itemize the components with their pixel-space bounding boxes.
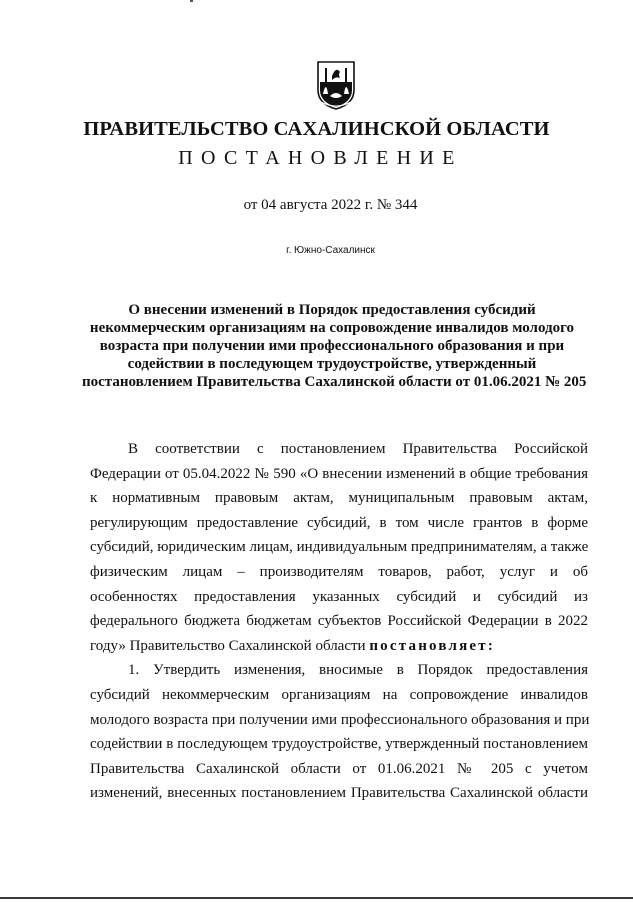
scan-artifact — [190, 0, 193, 2]
preamble-line: субсидий, юридическим лицам, индивидуальным предпринимателям, а также — [90, 539, 589, 556]
subject-line: О внесении изменений в Порядок предоставления субсидий — [128, 302, 536, 318]
subject-line: содействии в последующем трудоустройстве, утвержденный — [127, 356, 537, 372]
preamble-line: Федерации от 05.04.2022 № 590 «О внесении изменений в общие требования — [90, 465, 588, 482]
item-1-line: субсидий некоммерческим организациям на сопровождение инвалидов — [90, 686, 588, 703]
document-subject — [82, 301, 587, 391]
preamble-line: особенностях предоставления указанных субсидий и субсидий из — [90, 588, 588, 605]
document-city: г. Южно-Сахалинск — [286, 245, 375, 256]
decree-word: постановляет: — [369, 637, 496, 654]
preamble-line: физическим лицам – производителям товаров, работ, услуг и об — [90, 563, 588, 580]
page-bottom-edge — [0, 897, 633, 899]
sakhalin-coat-of-arms-icon — [316, 60, 356, 110]
preamble-line: федерального бюджета бюджетам субъектов Российской Федерации в 2022 — [90, 613, 588, 630]
document-body — [90, 437, 588, 806]
subject-line: возраста при получении ими профессионального образования и при — [99, 338, 565, 354]
subject-line: постановлением Правительства Сахалинской области от 01.06.2021 № 205 — [82, 374, 587, 390]
preamble-line: В соответствии с постановлением Правительства Российской — [128, 441, 588, 457]
preamble-last-line — [90, 634, 588, 659]
item-1-line: Правительства Сахалинской области от 01.06.2021 № 205 с учетом — [90, 760, 588, 777]
government-name: ПРАВИТЕЛЬСТВО САХАЛИНСКОЙ ОБЛАСТИ — [83, 118, 550, 140]
document-type: ПОСТАНОВЛЕНИЕ — [178, 147, 463, 169]
item-1-line: молодого возраста при получении ими профессионального образования и при — [90, 711, 590, 728]
document-date-number: от 04 августа 2022 г. № 344 — [243, 197, 418, 213]
item-1-line: изменений, внесенных постановлением Правительства Сахалинской области — [90, 785, 588, 802]
preamble-line: к нормативным правовым актам, муниципальным правовым актам, — [90, 490, 588, 507]
item-1-line: содействии в последующем трудоустройстве, утвержденный постановлением — [90, 736, 588, 753]
item-1-line: 1. Утвердить изменения, вносимые в Порядок предоставления — [128, 662, 588, 679]
preamble-last-text: году» Правительство Сахалинской области — [90, 637, 366, 654]
preamble-line: регулирующим предоставление субсидий, в том числе грантов в форме — [90, 514, 588, 531]
subject-line: некоммерческим организациям на сопровождение инвалидов молодого — [89, 320, 575, 336]
